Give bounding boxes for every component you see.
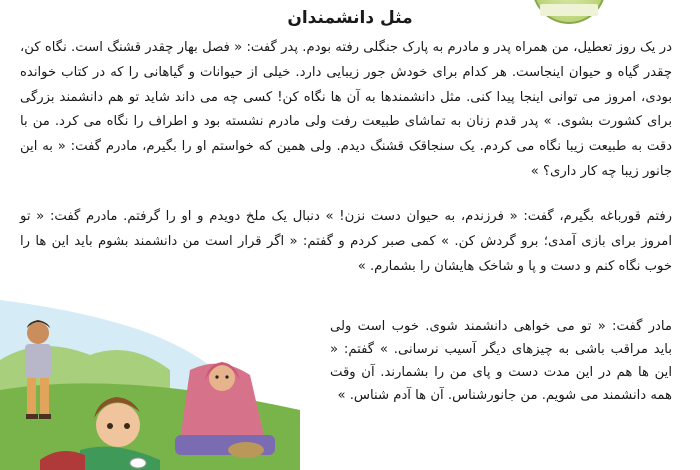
page-title: مثل دانشمندان — [287, 8, 413, 28]
story-paragraph-2: رفتم قورباغه بگیرم، گفت: « فرزندم، به حیوان دست نزن! » دنبال یک ملخ دویدم و او را گرفتم. مادرم گفت: « تو امروز برای بازی آمدی؛ برو گردش کن. » کمی صبر کردم و گفتم: « اگر قرار است من دانشمند بشوم باید این ها را خوب نگاه کنم و دست و پا و شاخک هایشان را بشمارم. » — [20, 209, 672, 274]
story-paragraph-3: مادر گفت: « تو می خواهی دانشمند شوی. خوب است ولی باید مراقب باشی به چیزهای دیگر آسیب نرسانی. » گفتم: « این ها هم در این مدت دست و پای من را بشمارند. آن وقت همه دانشمند می شویم. من جانورشناس. آن ها آدم شناس. » — [330, 319, 672, 403]
cup — [130, 458, 146, 468]
story-paragraph-1: در یک روز تعطیل، من همراه پدر و مادرم به پارک جنگلی رفته بودم. پدر گفت: « فصل بهار چقدر قشنگ است. نگاه کن، چقدر گیاه و حیوان اینجاست. هر کدام برای خودش جور زیبایی دارد. خیلی از حیوانات و گیاهانی را که در کتاب خوانده بودی، امروز می توانی اینجا پیدا کنی. مثل دانشمندها به آن ها نگاه کن! کسی چه می داند شاید تو هم دانشمند بزرگی برای کشورت بشوی. » پدر قدم زنان به تماشای طبیعت رفت ولی مادرم نشسته بود و اطراف را نگاه می کرد. من با دقت به طبیعت زیبا نگاه می کردم. یک سنجاقک قشنگ دیدم. ولی همین که خواستم او را بگیرم، مادرم گفت: « به این جانور زیبا چه کار داری؟ » — [20, 40, 672, 179]
illustration-svg — [0, 300, 320, 470]
story-illustration — [0, 300, 320, 470]
